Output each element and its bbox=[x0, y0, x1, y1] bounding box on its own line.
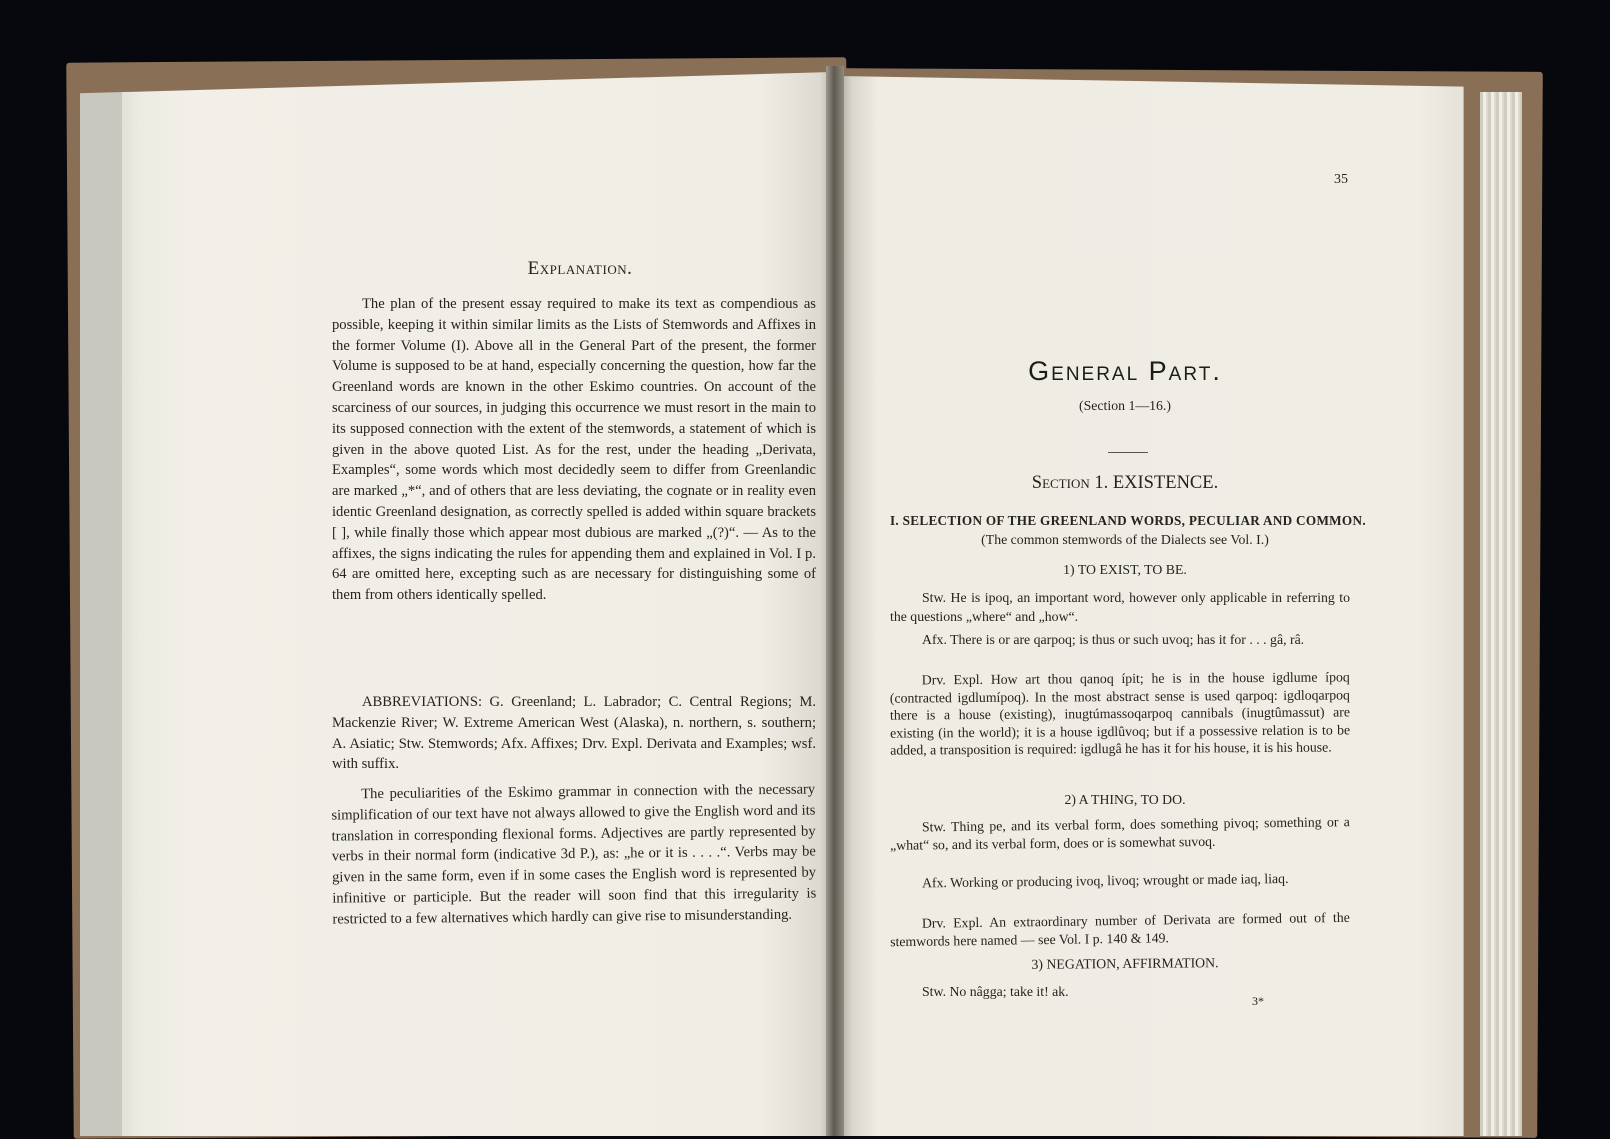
entry-3-heading: 3) NEGATION, AFFIRMATION. bbox=[1031, 955, 1219, 972]
selection-heading: I. SELECTION OF THE GREENLAND WORDS, PECULIAR AND COMMON. bbox=[890, 513, 1366, 528]
section-heading bbox=[960, 473, 1290, 494]
entry-2-affixes: Afx. Working or producing ivoq, livoq; wrought or made iaq, liaq. bbox=[921, 870, 1289, 891]
entry-1-affixes: Afx. There is or are qarpoq; is thus or such uvoq; has it for . . . gâ, râ. bbox=[922, 632, 1305, 647]
entry-1-heading: 1) TO EXIST, TO BE. bbox=[1063, 562, 1187, 577]
entry-2-stemwords: Stw. Thing pe, and its verbal form, does something pivoq; something or a „what“ so, and its verbal form, does or is somewhat suvoq. bbox=[890, 814, 1350, 853]
part-title: General Part. bbox=[1028, 356, 1222, 386]
entry-2-derivata: Drv. Expl. An extraordinary number of Derivata are formed out of the stemwords here named — see Vol. I p. 140 & 149. bbox=[890, 909, 1350, 950]
section-name: EXISTENCE. bbox=[1112, 473, 1219, 493]
book-gutter bbox=[826, 66, 844, 1136]
entry-1-stemwords: Stw. He is ipoq, an important word, however only applicable in referring to the questions „where“ and „how“. bbox=[890, 590, 1350, 624]
entry-1-derivata: Drv. Expl. How art thou qanoq ípit; he is in the house igdlume ípoq (contracted igdlumípoq). In the most abstract sense is used qarpoq: igdloqarpoq there is a house (existing), inugtúmassoqarpoq cannibals (inugtûmassut) are existing (in the world); it is a house igdlûvoq; but if a possessive relation is to be added, a transposition is required: igdlugâ he has it for his house, it is his house. bbox=[889, 669, 1351, 758]
section-label: Section 1. bbox=[1031, 473, 1109, 493]
abbreviations-paragraph: ABBREVIATIONS: G. Greenland; L. Labrador; C. Central Regions; M. Mackenzie River; W. Extreme American West (Alaska), n. northern, s. southern; A. Asiatic; Stw. Stemwords; Afx. Affixes; Drv. Expl. Derivata and Examples; wsf. with suffix. bbox=[332, 694, 816, 773]
left-page-heading: Explanation. bbox=[527, 258, 633, 279]
title-rule bbox=[1108, 452, 1148, 453]
page-number: 35 bbox=[1334, 172, 1348, 187]
entry-3-stemwords: Stw. No nâgga; take it! ak. bbox=[922, 984, 1069, 999]
explanation-paragraph-3: The peculiarities of the Eskimo grammar in connection with the necessary simplification of our text have not always allowed to give the English word and its translation in corresponding flexional forms. Adjectives are partly represented by verbs in their normal form (indicative 3d P.), as: „he or it is . . . .“. Verbs may be given in the same form, even if in some cases the English word is represented by infinitive or participle. But the reader will soon find that this irregularity is restricted to a few alternatives which hardly can give rise to misunderstanding. bbox=[331, 781, 817, 928]
entry-2-heading: 2) A THING, TO DO. bbox=[1064, 792, 1186, 807]
page-edges bbox=[1480, 92, 1522, 1136]
common-stemwords-note: (The common stemwords of the Dialects see Vol. I.) bbox=[981, 532, 1269, 547]
part-subtitle: (Section 1—16.) bbox=[1079, 398, 1171, 413]
explanation-paragraph-1: The plan of the present essay required to make its text as compendious as possible, keeping it within similar limits as the Lists of Stemwords and Affixes in the former Volume (I). Above all in the General Part of the present, the former Volume is supposed to be at hand, especially concerning the question, how far the Greenland words are known in the other Eskimo countries. On account of the scarciness of our sources, in judging this occurrence we must resort in the main to its supposed connection with the extent of the stemwords, a statement of which is given in the above quoted List. As for the rest, under the heading „Derivata, Examples“, some words which most decidedly seem to differ from Greenlandic are marked „*“, and of others that are less deviating, the cognate or in reality even identic Greenland designation, as correctly spelled is added within square brackets [ ], while finally those which appear most dubious are marked „(?)“. — As to the affixes, the signs indicating the rules for appending them and explained in Vol. I p. 64 are omitted here, excepting such as are necessary for distinguishing some of them from others identically spelled. bbox=[332, 296, 816, 604]
signature-mark: 3* bbox=[1252, 994, 1264, 1008]
